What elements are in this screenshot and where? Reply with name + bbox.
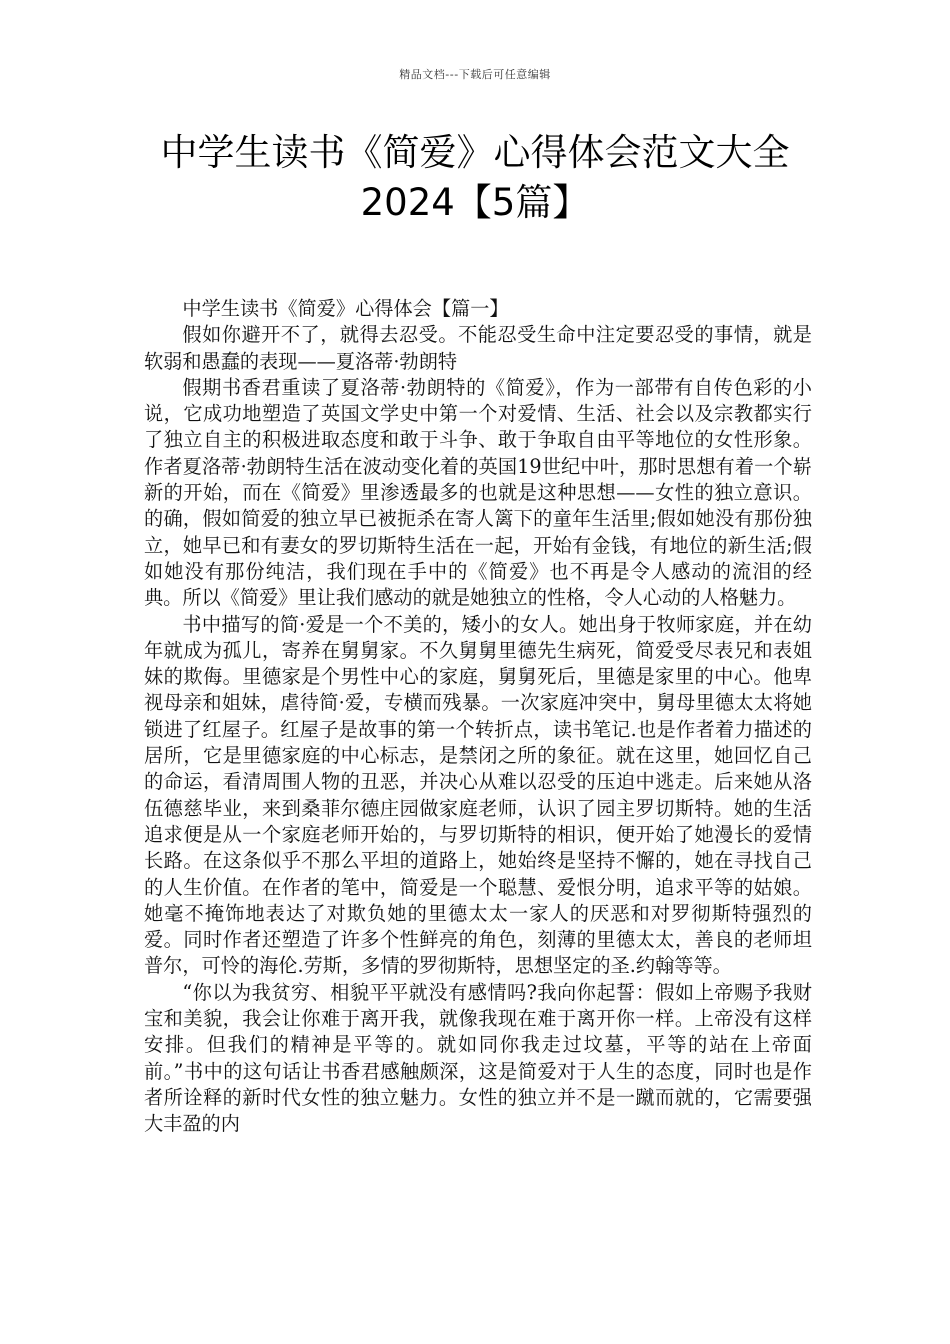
section-heading: 中学生读书《简爱》心得体会【篇一】 [182, 297, 509, 320]
document-body [144, 296, 812, 1138]
document-title [100, 128, 850, 228]
header-note: 精品文档---下载后可任意编辑 [399, 68, 551, 81]
paragraph: 书中描写的简·爱是一个不美的，矮小的女人。她出身于牧师家庭，并在幼年就成为孤儿，寄养在舅舅家。不久舅舅里德先生病死，简爱受尽表兄和表姐妹的欺侮。里德家是个男性中心的家庭，舅舅死后，里德是家里的中心。他卑视母亲和姐妹，虐待简·爱，专横而残暴。一次家庭冲突中，舅母里德太太将她锁进了红屋子。红屋子是故事的第一个转折点，读书笔记.也是作者着力描述的居所，它是里德家庭的中心标志，是禁闭之所的象征。就在这里，她回忆自己的命运，看清周围人物的丑恶，并决心从难以忍受的压迫中逃走。后来她从洛伍德慈毕业，来到桑菲尔德庄园做家庭老师，认识了园主罗切斯特。她的生活追求便是从一个家庭老师开始的，与罗切斯特的相识，便开始了她漫长的爱情长路。在这条似乎不那么平坦的道路上，她始终是坚持不懈的，她在寻找自己的人生价值。在作者的笔中，简爱是一个聪慧、爱恨分明，追求平等的姑娘。她毫不掩饰地表达了对欺负她的里德太太一家人的厌恶和对罗彻斯特强烈的爱。同时作者还塑造了许多个性鲜亮的角色，刻薄的里德太太，善良的老师坦普尔，可怜的海伦.劳斯，多情的罗彻斯特，思想坚定的圣.约翰等等。 [144, 612, 812, 978]
title-line-2: 2024【5篇】 [360, 181, 590, 224]
title-line-1: 中学生读书《简爱》心得体会范文大全 [160, 131, 790, 174]
paragraph-quote: 假如你避开不了，就得去忍受。不能忍受生命中注定要忍受的事情，就是软弱和愚蠢的表现——夏洛蒂·勃朗特 [144, 323, 812, 373]
paragraph: “你以为我贫穷、相貌平平就没有感情吗?我向你起誓：假如上帝赐予我财宝和美貌，我会让你难于离开我，就像我现在难于离开你一样。上帝没有这样安排。但我们的精神是平等的。就如同你我走过坟墓，平等的站在上帝面前。”书中的这句话让书香君感触颇深，这是简爱对于人生的态度，同时也是作者所诠释的新时代女性的独立魅力。女性的独立并不是一蹴而就的，它需要强大丰盈的内 [144, 980, 812, 1136]
paragraph: 假期书香君重读了夏洛蒂·勃朗特的《简爱》，作为一部带有自传色彩的小说，它成功地塑造了英国文学史中第一个对爱情、生活、社会以及宗教都实行了独立自主的积极进取态度和敢于斗争、敢于争取自由平等地位的女性形象。作者夏洛蒂·勃朗特生活在波动变化着的英国19世纪中叶，那时思想有着一个崭新的开始，而在《简爱》里渗透最多的也就是这种思想——女性的独立意识。的确，假如简爱的独立早已被扼杀在寄人篱下的童年生活里;假如她没有那份独立，她早已和有妻女的罗切斯特生活在一起，开始有金钱，有地位的新生活;假如她没有那份纯洁，我们现在手中的《简爱》也不再是令人感动的流泪的经典。所以《简爱》里让我们感动的就是她独立的性格，令人心动的人格魅力。 [144, 375, 812, 610]
